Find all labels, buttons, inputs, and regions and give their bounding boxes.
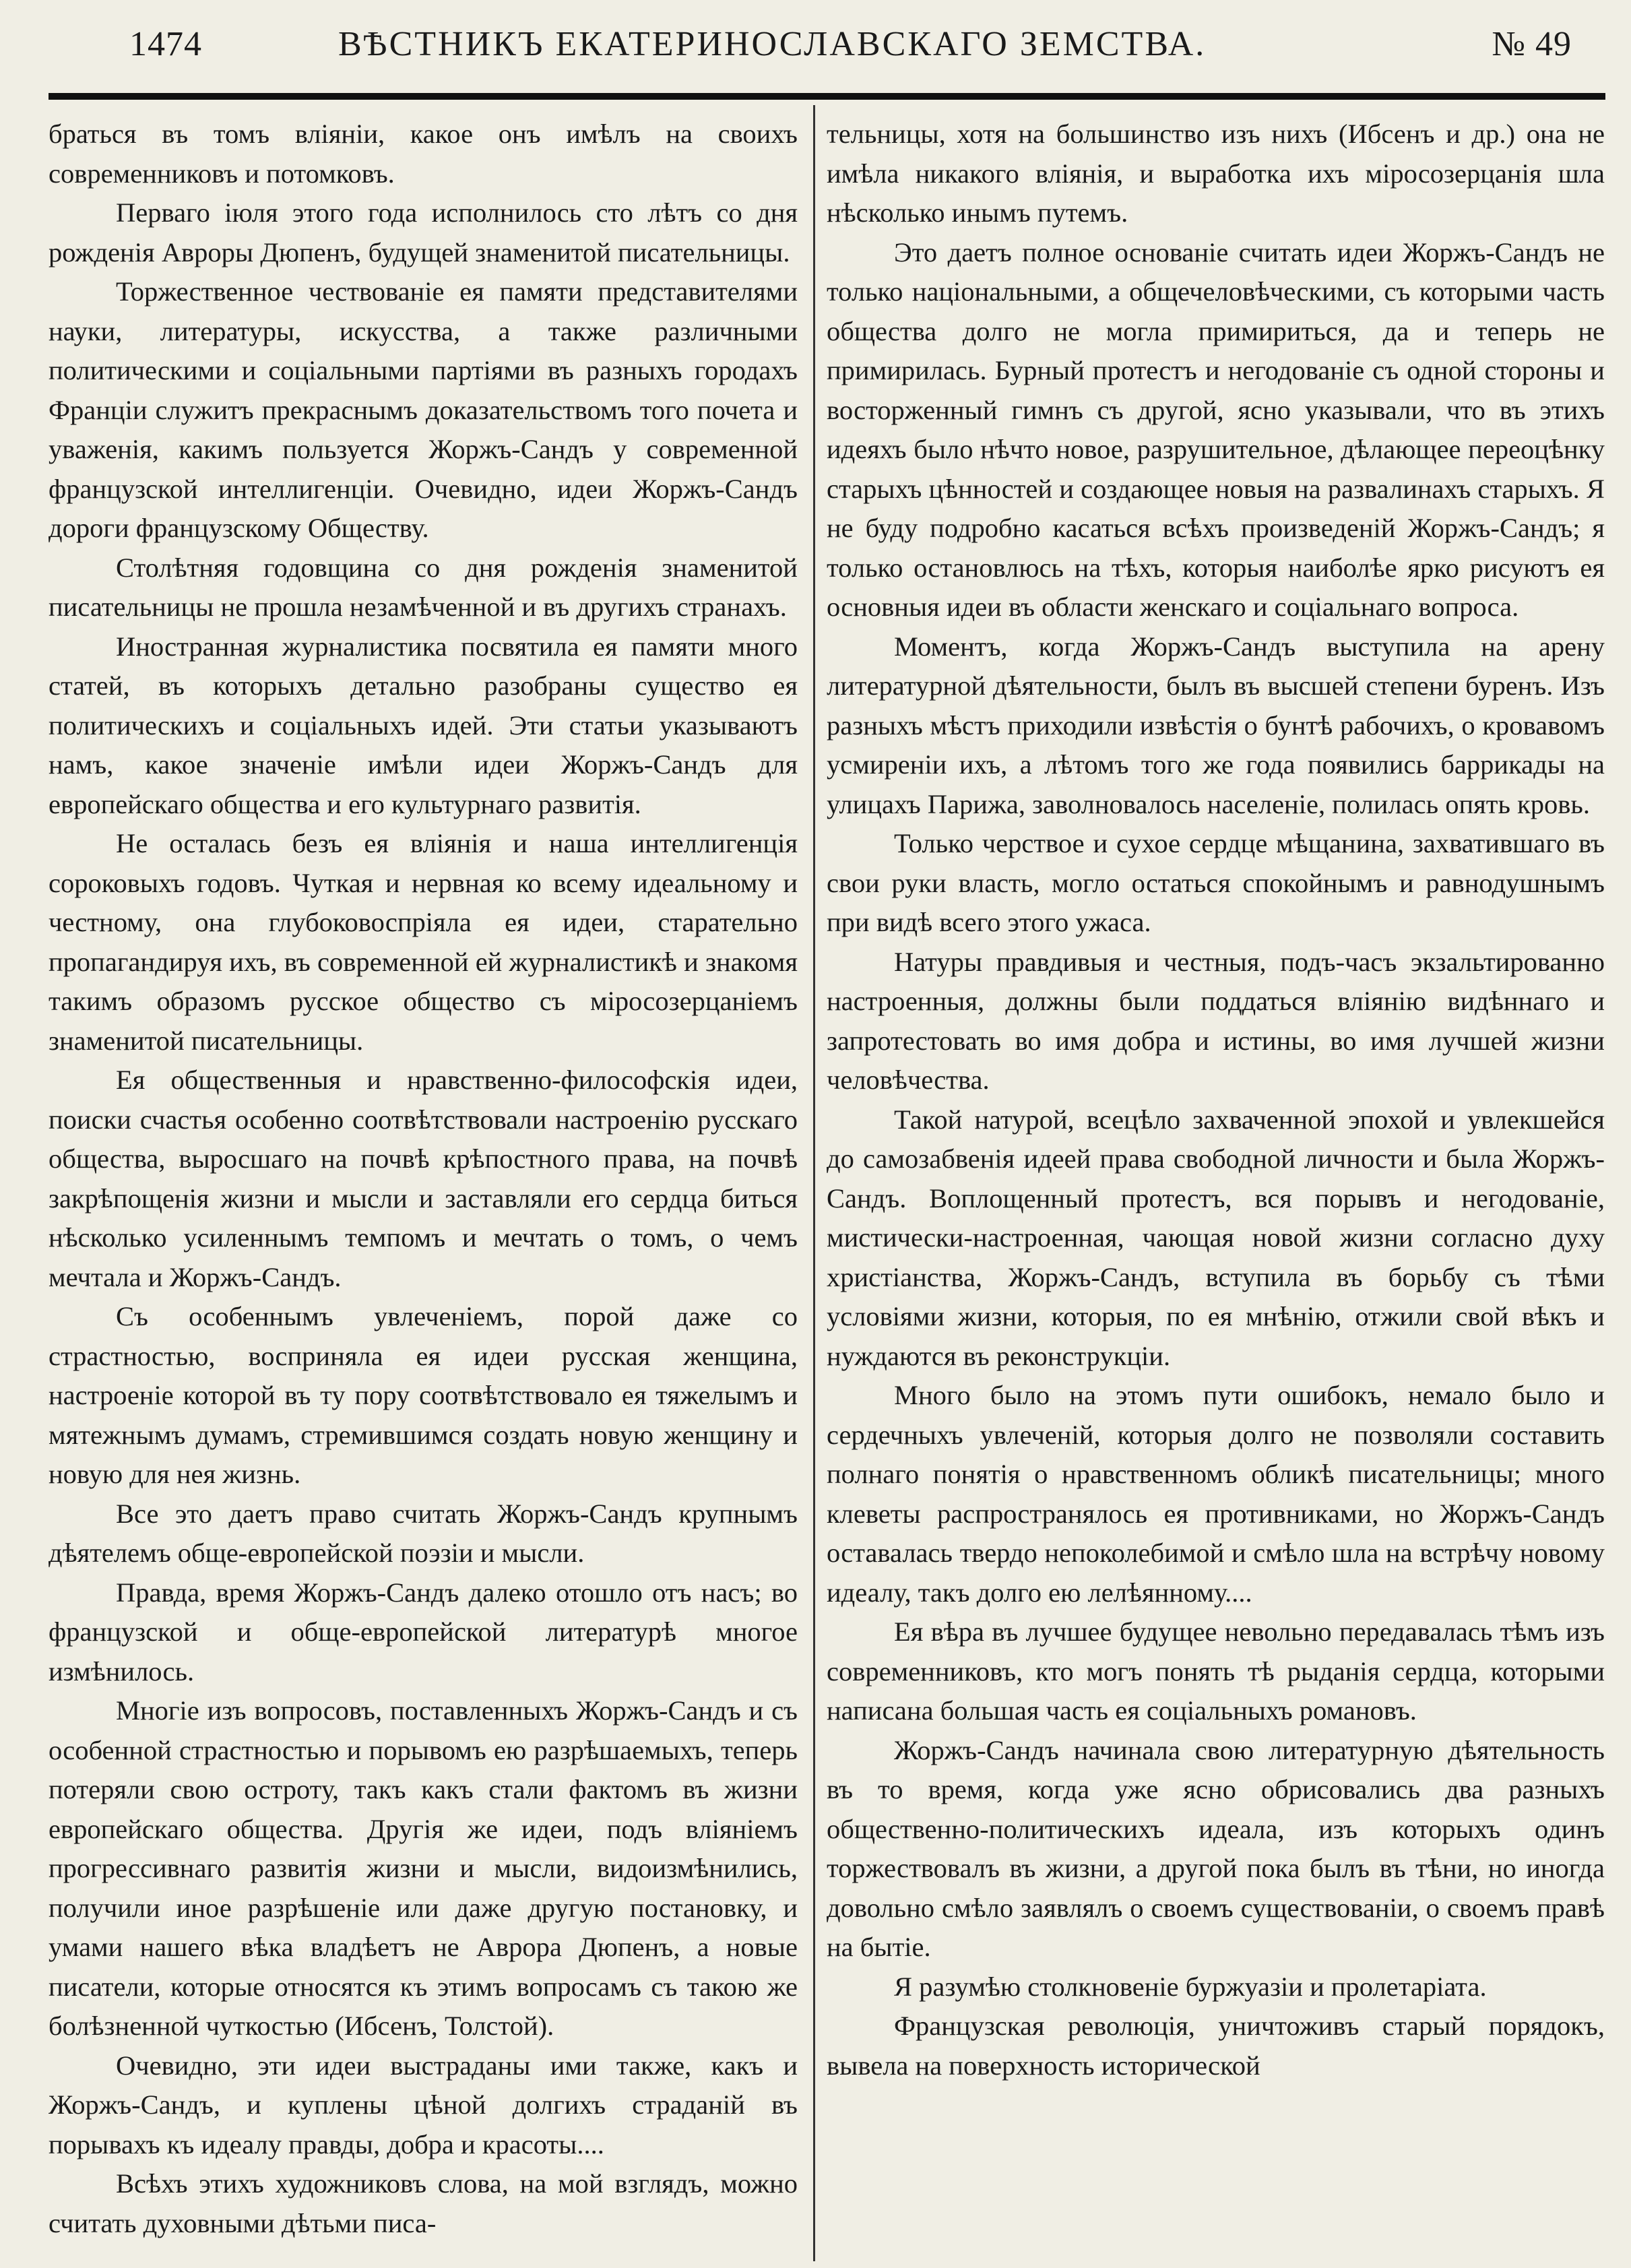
issue-number: № 49 — [1492, 25, 1572, 63]
paragraph: тельницы, хотя на большинство изъ нихъ (Ибсенъ и др.) она не имѣла никакого вліянія, и выработка ихъ міросозерцанія шла нѣсколько инымъ путемъ. — [827, 119, 1605, 228]
left-column — [49, 115, 798, 2264]
paragraph: Столѣтняя годовщина со дня рожденія знаменитой писательницы не прошла незамѣченной и въ другихъ странахъ. — [49, 552, 798, 622]
paragraph: Не осталась безъ ея вліянія и наша интеллигенція сороковыхъ годовъ. Чуткая и нервная ко всему идеальному и честному, она глубоковоспріяла ея идеи, старательно пропагандируя ихъ, въ современной ей журналистикѣ и знакомя такимъ образомъ русское общество съ міросозерцаніемъ знаменитой писательницы. — [49, 828, 798, 1056]
column-divider — [813, 105, 815, 2261]
paragraph: Иностранная журналистика посвятила ея памяти много статей, въ которыхъ детально разобраны существо ея политическихъ и соціальныхъ идей. Эти статьи указываютъ намъ, какое значеніе имѣли идеи Жоржъ-Сандъ для европейскаго общества и его культурнаго развитія. — [49, 631, 798, 819]
paragraph: Очевидно, эти идеи выстраданы ими также, какъ и Жоржъ-Сандъ, и куплены цѣной долгихъ страданій въ порывахъ къ идеалу правды, добра и красоты.... — [49, 2050, 798, 2160]
paragraph: Многіе изъ вопросовъ, поставленныхъ Жоржъ-Сандъ и съ особенной страстностью и порывомъ ею разрѣшаемыхъ, теперь потеряли свою остроту, такъ какъ стали фактомъ въ жизни европейскаго общества. Другія же идеи, подъ вліяніемъ прогрессивнаго развитія жизни и мысли, видоизмѣнились, получили иное разрѣшеніе или даже другую постановку, и умами нашего вѣка владѣетъ не Аврора Дюпенъ, а новые писатели, которые относятся къ этимъ вопросамъ съ такою же болѣзненной чуткостью (Ибсенъ, Толстой). — [49, 1695, 798, 2041]
paragraph: Все это даетъ право считать Жоржъ-Сандъ крупнымъ дѣятелемъ обще-европейской поэзіи и мысли. — [49, 1498, 798, 1568]
paragraph: Это даетъ полное основаніе считать идеи Жоржъ-Сандъ не только національными, а общечеловѣческими, съ которыми часть общества долго не могла примириться, да и теперь не примирилась. Бурный протестъ и негодованіе съ одной стороны и восторженный гимнъ съ другой, ясно указывали, что въ этихъ идеяхъ было нѣчто новое, разрушительное, дѣлающее переоцѣнку старыхъ цѣнностей и создающее новыя на развалинахъ старыхъ. Я не буду подробно касаться всѣхъ произведеній Жоржъ-Сандъ; я только остановлюсь на тѣхъ, которыя наиболѣе ярко рисуютъ ея основныя идеи въ области женскаго и соціальнаго вопроса. — [827, 237, 1605, 622]
paragraph: Ея вѣра въ лучшее будущее невольно передавалась тѣмъ изъ современниковъ, кто могъ понять тѣ рыданія сердца, которыми написана большая часть ея соціальныхъ романовъ. — [827, 1616, 1605, 1726]
paragraph: Такой натурой, всецѣло захваченной эпохой и увлекшейся до самозабвенія идеей права свободной личности и была Жоржъ-Сандъ. Воплощенный протестъ, вся порывъ и негодованіе, мистически-настроенная, чающая новой жизни согласно духу христіанства, Жоржъ-Сандъ, вступила въ борьбу съ тѣми условіями жизни, которыя, по ея мнѣнію, отжили свой вѣкъ и нуждаются въ реконструкціи. — [827, 1104, 1605, 1371]
paragraph: Съ особеннымъ увлеченіемъ, порой даже со страстностью, восприняла ея идеи русская женщина, настроеніе которой въ ту пору соотвѣтствовало ея тяжелымъ и мятежнымъ думамъ, стремившимся создать новую женщину и новую для нея жизнь. — [49, 1301, 798, 1489]
paragraph: Много было на этомъ пути ошибокъ, немало было и сердечныхъ увлеченій, которыя долго не позволяли составить полнаго понятія о нравственномъ обликѣ писательницы; много клеветы распространялось ея противниками, но Жоржъ-Сандъ оставалась твердо непоколебимой и смѣло шла на встрѣчу новому идеалу, такъ долго ею лелѣянному.... — [827, 1380, 1605, 1608]
paragraph: Моментъ, когда Жоржъ-Сандъ выступила на арену литературной дѣятельности, былъ въ высшей степени буренъ. Изъ разныхъ мѣстъ приходили извѣстія о бунтѣ рабочихъ, о кровавомъ усмиреніи ихъ, а лѣтомъ того же года появились баррикады на улицахъ Парижа, заволновалось населеніе, полилась опять кровь. — [827, 631, 1605, 819]
paragraph: Правда, время Жоржъ-Сандъ далеко отошло отъ насъ; во французской и обще-европейской литературѣ многое измѣнилось. — [49, 1577, 798, 1687]
journal-title: ВѢСТНИКЪ ЕКАТЕРИНОСЛАВСКАГО ЗЕМСТВА. — [338, 25, 1207, 63]
right-column — [827, 115, 1605, 2264]
paragraph: Перваго іюля этого года исполнилось сто лѣтъ со дня рожденія Авроры Дюпенъ, будущей знаменитой писательницы. — [49, 197, 798, 267]
paragraph: Французская революція, уничтоживъ старый порядокъ, вывела на поверхность исторической — [827, 2011, 1605, 2081]
paragraph: Только черствое и сухое сердце мѣщанина, захватившаго въ свои руки власть, могло остаться спокойнымъ и равнодушнымъ при видѣ всего этого ужаса. — [827, 828, 1605, 937]
page-header — [49, 18, 1605, 92]
page-number: 1474 — [129, 25, 202, 63]
header-rule — [49, 93, 1605, 100]
paragraph: браться въ томъ вліяніи, какое онъ имѣлъ на своихъ современниковъ и потомковъ. — [49, 119, 798, 189]
paragraph: Всѣхъ этихъ художниковъ слова, на мой взглядъ, можно считать духовными дѣтьми писа- — [49, 2168, 798, 2238]
paragraph: Жоржъ-Сандъ начинала свою литературную дѣятельность въ то время, когда уже ясно обрисовались два разныхъ общественно-политическихъ идеала, изъ которыхъ одинъ торжествовалъ въ жизни, а другой пока былъ въ тѣни, но иногда довольно смѣло заявлялъ о своемъ существованіи, о своемъ правѣ на бытіе. — [827, 1734, 1605, 1962]
paragraph: Ея общественныя и нравственно-философскія идеи, поиски счастья особенно соотвѣтствовали настроенію русскаго общества, выросшаго на почвѣ крѣпостного права, на почвѣ закрѣпощенія жизни и мысли и заставляли его сердца биться нѣсколько усиленнымъ темпомъ и мечтать о томъ, о чемъ мечтала и Жоржъ-Сандъ. — [49, 1065, 798, 1292]
paragraph: Торжественное чествованіе ея памяти представителями науки, литературы, искусства, а также различными политическими и соціальными партіями въ разныхъ городахъ Франціи служитъ прекраснымъ доказательствомъ того почета и уваженія, какимъ пользуется Жоржъ-Сандъ у современной французской интеллигенціи. Очевидно, идеи Жоржъ-Сандъ дороги французскому Обществу. — [49, 276, 798, 543]
paragraph: Я разумѣю столкновеніе буржуазіи и пролетаріата. — [894, 1971, 1487, 2002]
paragraph: Натуры правдивыя и честныя, подъ-часъ экзальтированно настроенныя, должны были поддаться вліянію видѣннаго и запротестовать во имя добра и истины, во имя лучшей жизни человѣчества. — [827, 946, 1605, 1095]
